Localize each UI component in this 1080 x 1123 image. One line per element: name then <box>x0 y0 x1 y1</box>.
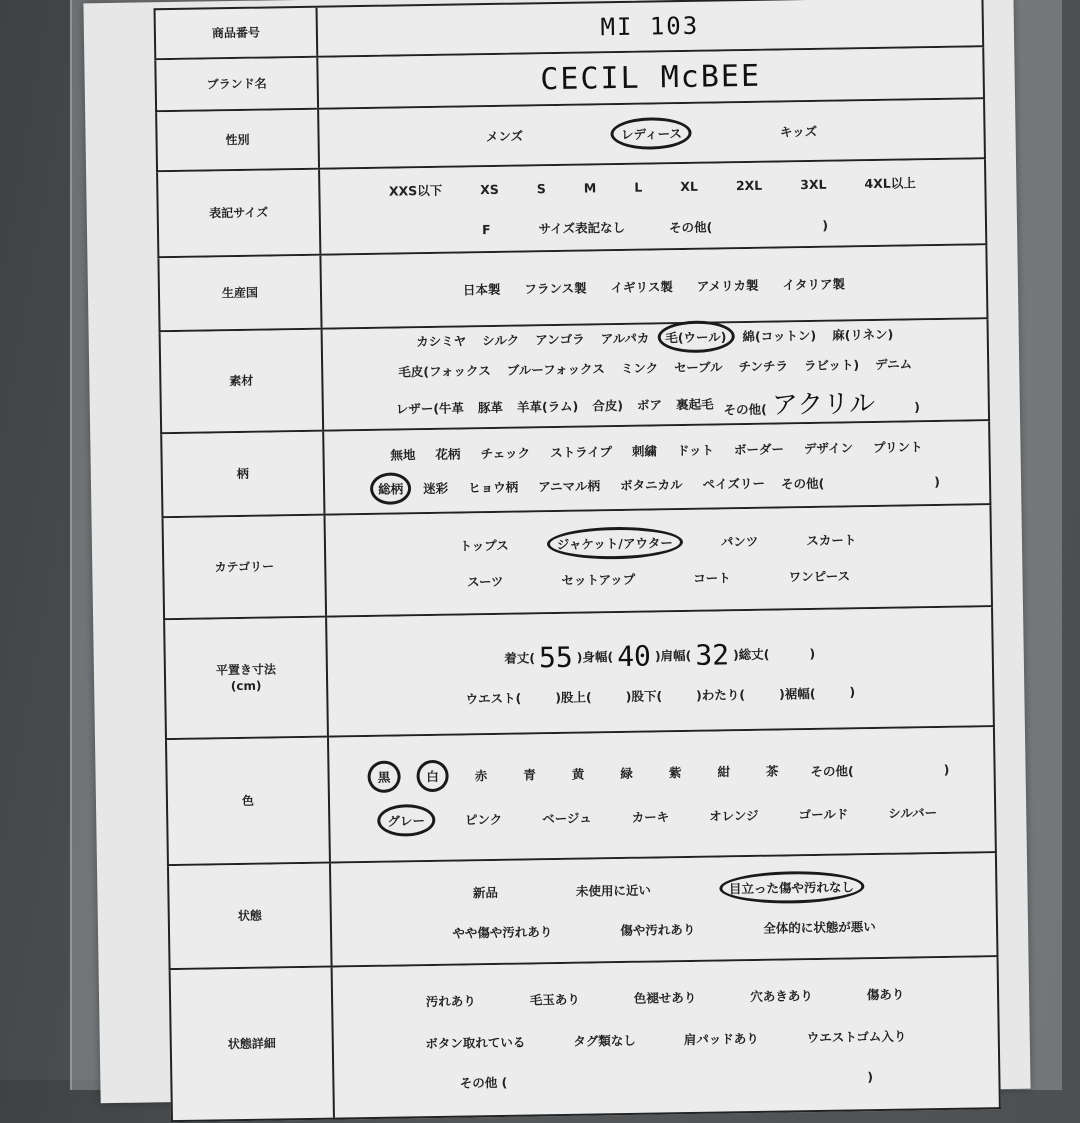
size-option: XS <box>480 181 499 197</box>
category-cell <box>325 505 990 615</box>
pattern-option: ヒョウ柄 <box>468 479 519 496</box>
size-option: M <box>583 179 597 196</box>
gender-label: 性別 <box>157 110 320 171</box>
material-option: デニム <box>874 355 913 372</box>
condition-detail-option: 毛玉あり <box>529 991 580 1008</box>
pattern-option: ストライプ <box>550 444 613 461</box>
material-option: チンチラ <box>738 357 789 374</box>
material-option: 綿(コットン) <box>742 327 817 344</box>
condition-option: 未使用に近い <box>575 882 652 899</box>
condition-detail-option: 肩パッドあり <box>683 1030 759 1048</box>
material-option: シルク <box>482 332 520 348</box>
material-option: ボア <box>636 397 663 413</box>
color-option: 緑 <box>620 765 633 782</box>
product-form-sheet <box>83 0 1030 1103</box>
color-option: シルバー <box>888 805 938 821</box>
category-option: パンツ <box>720 533 759 550</box>
gender-cell <box>319 99 984 167</box>
gender-option: メンズ <box>485 128 524 145</box>
condition-detail-cell <box>333 957 999 1117</box>
pattern-option: ボタニカル <box>619 477 683 494</box>
size-option: 3XL <box>800 176 827 192</box>
country-row <box>157 245 988 332</box>
country-cell <box>321 245 986 327</box>
material-label: 素材 <box>161 330 325 433</box>
color-other-label: その他( <box>810 762 854 779</box>
total-length-label: )総丈( <box>732 646 770 663</box>
material-option: アンゴラ <box>535 331 585 347</box>
material-option: 麻(リネン) <box>832 326 894 343</box>
size-other-label: その他( <box>668 219 713 235</box>
size-cell <box>320 159 985 253</box>
measurements-cell <box>327 607 993 735</box>
material-other-value: アクリル <box>771 388 876 421</box>
pattern-row <box>160 421 991 518</box>
condition-detail-option: 汚れあり <box>425 993 476 1010</box>
condition-detail-option: 傷あり <box>866 986 905 1003</box>
country-option: アメリカ製 <box>696 277 759 294</box>
pattern-option: プリント <box>872 439 923 456</box>
condition-option: 新品 <box>472 884 499 901</box>
pattern-other-close: ) <box>934 473 941 489</box>
item-number-label: 商品番号 <box>156 8 319 59</box>
width-value: 40 <box>616 639 652 673</box>
color-row <box>165 727 997 866</box>
pattern-option: 刺繍 <box>631 443 658 459</box>
condition-option-selected: 目立った傷や汚れなし <box>725 875 858 899</box>
country-option: イタリア製 <box>782 276 846 293</box>
pattern-option: アニマル柄 <box>538 478 601 495</box>
color-option: 紫 <box>668 765 682 781</box>
measurements-label-line1: 平置き寸法 <box>215 662 277 678</box>
color-option-selected: グレー <box>383 809 429 832</box>
material-option: セーブル <box>674 358 723 375</box>
color-option: オレンジ <box>709 807 759 824</box>
color-option: カーキ <box>631 809 670 825</box>
pattern-option: 花柄 <box>435 446 461 462</box>
rise-label: )股上( <box>555 688 592 705</box>
country-label: 生産国 <box>159 256 322 331</box>
shoulder-label: )肩幅( <box>654 647 692 664</box>
condition-label: 状態 <box>169 864 333 969</box>
material-row <box>159 319 990 434</box>
size-option: 4XL以上 <box>864 175 916 192</box>
category-label: カテゴリー <box>164 516 328 619</box>
category-option: スーツ <box>466 573 504 590</box>
category-option-selected: ジャケット/アウター <box>553 531 677 555</box>
brand-value: CECIL McBEE <box>540 58 762 97</box>
material-option: ブルーフォックス <box>506 360 605 378</box>
condition-detail-other-close: ) <box>867 1068 874 1084</box>
material-option: アルパカ <box>600 330 650 346</box>
brand-label: ブランド名 <box>156 58 319 111</box>
product-form-table <box>154 0 1001 1122</box>
size-option: XXS以下 <box>388 182 443 199</box>
color-option: ピンク <box>464 811 503 828</box>
pattern-option: ボーダー <box>733 441 785 458</box>
size-option: L <box>634 179 643 195</box>
color-option: ベージュ <box>542 810 592 827</box>
size-option: 2XL <box>735 177 763 193</box>
material-option: 豚革 <box>477 399 504 416</box>
material-option: 裏起毛 <box>675 396 714 413</box>
material-option: レザー(牛革 <box>395 400 465 417</box>
category-option: スカート <box>806 532 857 549</box>
material-option: 羊革(ラム) <box>516 398 579 415</box>
inseam-label: )股下( <box>625 687 663 704</box>
material-option: ラビット) <box>803 356 860 373</box>
measurements-row <box>163 607 995 740</box>
size-option: XL <box>680 178 698 194</box>
pattern-option: 迷彩 <box>423 480 449 497</box>
condition-row <box>167 853 999 970</box>
condition-detail-label: 状態詳細 <box>171 968 335 1121</box>
material-cell <box>323 319 988 429</box>
color-option: 紺 <box>717 764 731 780</box>
pattern-cell <box>324 421 989 513</box>
pattern-option: デザイン <box>803 440 854 457</box>
color-other-close: ) <box>943 761 950 777</box>
color-cell <box>329 727 995 861</box>
condition-detail-option: タグ類なし <box>573 1032 636 1049</box>
country-option: フランス製 <box>524 280 587 297</box>
item-number-cell <box>318 0 983 56</box>
category-option: コート <box>693 570 731 586</box>
color-option-selected: 黒 <box>374 766 395 788</box>
shoulder-value: 32 <box>695 637 730 672</box>
condition-detail-option: 穴あきあり <box>750 988 813 1005</box>
category-row <box>162 505 993 620</box>
color-option: 赤 <box>474 768 488 784</box>
material-option: ミンク <box>620 359 659 376</box>
category-option: ワンピース <box>788 568 851 585</box>
pattern-option-selected: 総柄 <box>374 477 407 500</box>
color-option: 黄 <box>571 766 585 782</box>
total-length-close: ) <box>809 645 816 661</box>
gender-option-selected: レディース <box>617 122 686 145</box>
condition-detail-option: ボタン取れている <box>425 1034 526 1052</box>
condition-option: 全体的に状態が悪い <box>763 919 876 936</box>
color-option-selected: 白 <box>422 765 443 787</box>
size-option: F <box>481 221 491 237</box>
material-other-close: ) <box>914 398 921 414</box>
condition-detail-option: ウエストゴム入り <box>806 1028 907 1046</box>
material-other-label: その他( <box>723 401 767 417</box>
country-option: イギリス製 <box>610 279 673 296</box>
size-other-close: ) <box>822 217 829 233</box>
pattern-option: ペイズリー <box>702 475 766 492</box>
width-label: )身幅( <box>576 649 614 665</box>
pattern-option: ドット <box>676 442 715 459</box>
color-option: ゴールド <box>798 806 849 823</box>
length-value: 55 <box>538 640 573 674</box>
country-option: 日本製 <box>462 281 501 298</box>
condition-option: 傷や汚れあり <box>620 921 696 939</box>
waist-label: ウエスト( <box>465 690 522 706</box>
size-option: サイズ表記なし <box>538 219 626 237</box>
hem-label: )裾幅( <box>778 685 816 702</box>
category-option: セットアップ <box>561 571 636 588</box>
measurements-label-line2: (cm) <box>230 678 262 694</box>
gender-option: キッズ <box>779 123 818 140</box>
brand-cell <box>318 47 983 107</box>
pattern-label: 柄 <box>162 432 325 517</box>
condition-detail-option: 色褪せあり <box>633 989 697 1006</box>
size-row <box>156 159 987 258</box>
pattern-other-label: その他( <box>780 475 825 491</box>
condition-cell <box>331 853 997 965</box>
hem-close: ) <box>849 684 856 700</box>
material-option-selected: 毛(ウール) <box>661 325 731 348</box>
thigh-label: )わたり( <box>695 686 746 703</box>
color-option: 茶 <box>765 763 779 779</box>
size-option: S <box>536 180 546 196</box>
pattern-option: チェック <box>480 445 531 462</box>
size-label: 表記サイズ <box>158 170 321 257</box>
condition-detail-row <box>169 957 1001 1122</box>
item-number-value: MI 103 <box>600 11 700 42</box>
material-option: 合皮) <box>592 397 624 414</box>
color-option: 青 <box>523 767 536 783</box>
pattern-option: 無地 <box>390 447 416 463</box>
color-label: 色 <box>167 738 331 865</box>
length-label: 着丈( <box>504 650 536 666</box>
material-option: カシミヤ <box>416 332 467 349</box>
material-option: 毛皮(フォックス <box>398 362 491 379</box>
condition-detail-other-label: その他 ( <box>459 1074 508 1091</box>
measurements-label <box>165 618 329 739</box>
condition-option: やや傷や汚れあり <box>452 924 553 941</box>
category-option: トップス <box>459 537 509 554</box>
